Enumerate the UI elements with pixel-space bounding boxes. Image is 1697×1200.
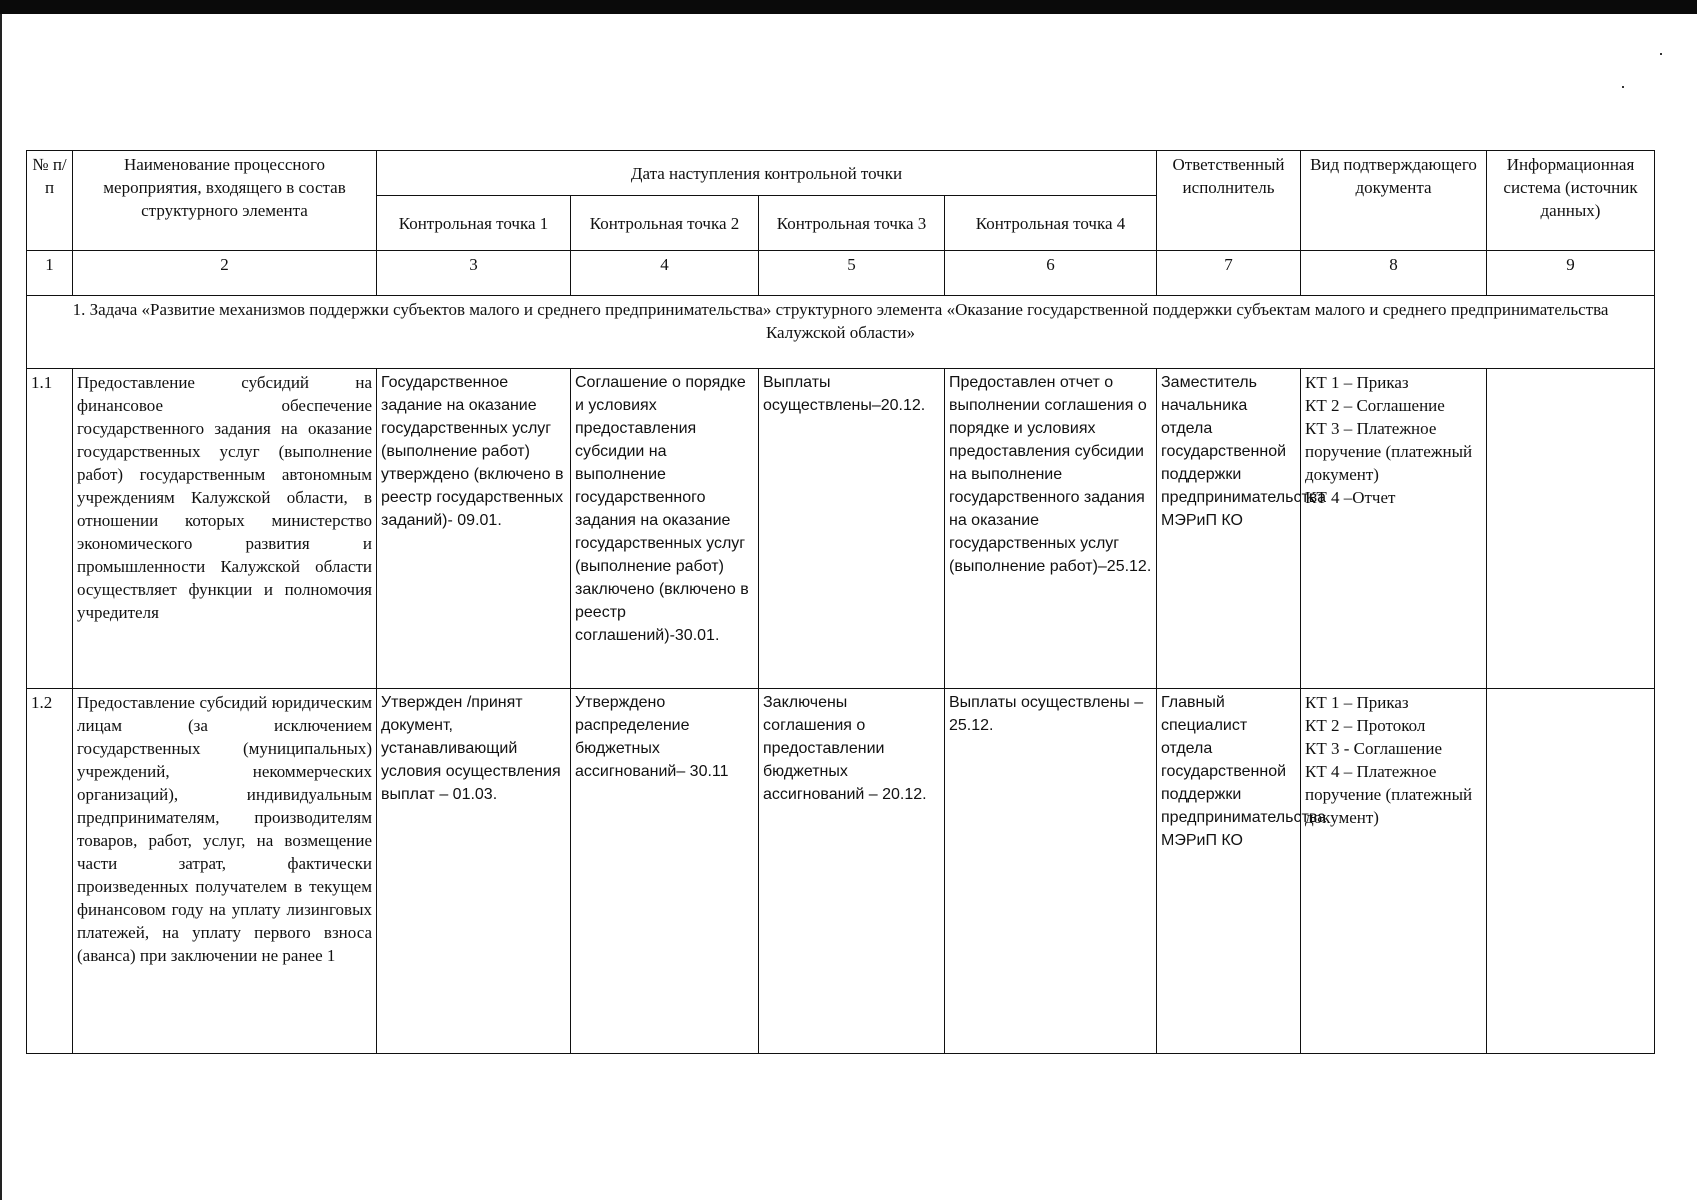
header-info-system: Информационная система (источник данных) <box>1487 151 1655 251</box>
column-number: 1 <box>27 251 73 296</box>
column-number: 5 <box>759 251 945 296</box>
row-kt-3: Выплаты осуществлены–20.12. <box>759 369 945 689</box>
header-name: Наименование процессного мероприятия, входящего в состав структурного элемента <box>73 151 377 251</box>
column-number: 6 <box>945 251 1157 296</box>
row-document-type: КТ 1 – Приказ КТ 2 – Соглашение КТ 3 – Платежное поручение (платежный документ) КТ 4 –Отчет <box>1301 369 1487 689</box>
row-responsible: Главный специалист отдела государственной поддержки предпринимательства МЭРиП КО <box>1157 689 1301 1054</box>
row-num: 1.2 <box>27 689 73 1054</box>
scan-left-edge <box>0 14 10 1200</box>
header-responsible: Ответственный исполнитель <box>1157 151 1301 251</box>
header-kt-4: Контрольная точка 4 <box>945 196 1157 251</box>
row-kt-4: Выплаты осуществлены – 25.12. <box>945 689 1157 1054</box>
task-heading: 1. Задача «Развитие механизмов поддержки субъектов малого и среднего предпринимательства» структурного элемента «Оказание государственной поддержки субъектам малого и среднего предпринимательства Калужской области» <box>27 296 1655 369</box>
scan-speck <box>1660 53 1662 55</box>
task-row <box>27 296 1655 369</box>
table-row <box>27 369 1655 689</box>
row-kt-3: Заключены соглашения о предоставлении бюджетных ассигнований – 20.12. <box>759 689 945 1054</box>
column-number: 2 <box>73 251 377 296</box>
column-number: 3 <box>377 251 571 296</box>
header-num: № п/п <box>27 151 73 251</box>
row-kt-4: Предоставлен отчет о выполнении соглашения о порядке и условиях предоставления субсидии на выполнение государственного задания на оказание государственных услуг (выполнение работ)–25.12. <box>945 369 1157 689</box>
column-number-row <box>27 251 1655 296</box>
scan-speck <box>1622 86 1624 88</box>
row-kt-2: Соглашение о порядке и условиях предоставления субсидии на выполнение государственного задания на оказание государственных услуг (выполнение работ) заключено (включено в реестр соглашений)-30.01. <box>571 369 759 689</box>
row-responsible: Заместитель начальника отдела государственной поддержки предпринимательства МЭРиП КО <box>1157 369 1301 689</box>
row-name: Предоставление субсидий юридическим лицам (за исключением государственных (муниципальных) учреждений, некоммерческих организаций), индивидуальным предпринимателям, производителям товаров, работ, услуг, на возмещение части затрат, фактически произведенных получателем в текущем финансовом году на уплату лизинговых платежей, на уплату первого взноса (аванса) при заключении не ранее 1 <box>73 689 377 1054</box>
row-name: Предоставление субсидий на финансовое обеспечение государственного задания на оказание государственных услуг (выполнение работ) государственным автономным учреждениям Калужской области, в отношении которых министерство экономического развития и промышленности Калужской области осуществляет функции и полномочия учредителя <box>73 369 377 689</box>
row-kt-2: Утверждено распределение бюджетных ассигнований– 30.11 <box>571 689 759 1054</box>
column-number: 7 <box>1157 251 1301 296</box>
table-row <box>27 689 1655 1054</box>
row-info-system <box>1487 369 1655 689</box>
row-document-type: КТ 1 – Приказ КТ 2 – Протокол КТ 3 - Соглашение КТ 4 – Платежное поручение (платежный документ) <box>1301 689 1487 1054</box>
header-kt-1: Контрольная точка 1 <box>377 196 571 251</box>
header-kt-3: Контрольная точка 3 <box>759 196 945 251</box>
header-document-type: Вид подтверждающего документа <box>1301 151 1487 251</box>
header-row <box>27 151 1655 196</box>
header-kt-2: Контрольная точка 2 <box>571 196 759 251</box>
row-num: 1.1 <box>27 369 73 689</box>
column-number: 8 <box>1301 251 1487 296</box>
row-kt-1: Утвержден /принят документ, устанавливающий условия осуществления выплат – 01.03. <box>377 689 571 1054</box>
control-points-table <box>26 150 1655 1054</box>
scan-top-border <box>0 0 1697 14</box>
row-info-system <box>1487 689 1655 1054</box>
row-kt-1: Государственное задание на оказание государственных услуг (выполнение работ) утверждено (включено в реестр государственных заданий)- 09.01. <box>377 369 571 689</box>
column-number: 9 <box>1487 251 1655 296</box>
header-date-group: Дата наступления контрольной точки <box>377 151 1157 196</box>
column-number: 4 <box>571 251 759 296</box>
